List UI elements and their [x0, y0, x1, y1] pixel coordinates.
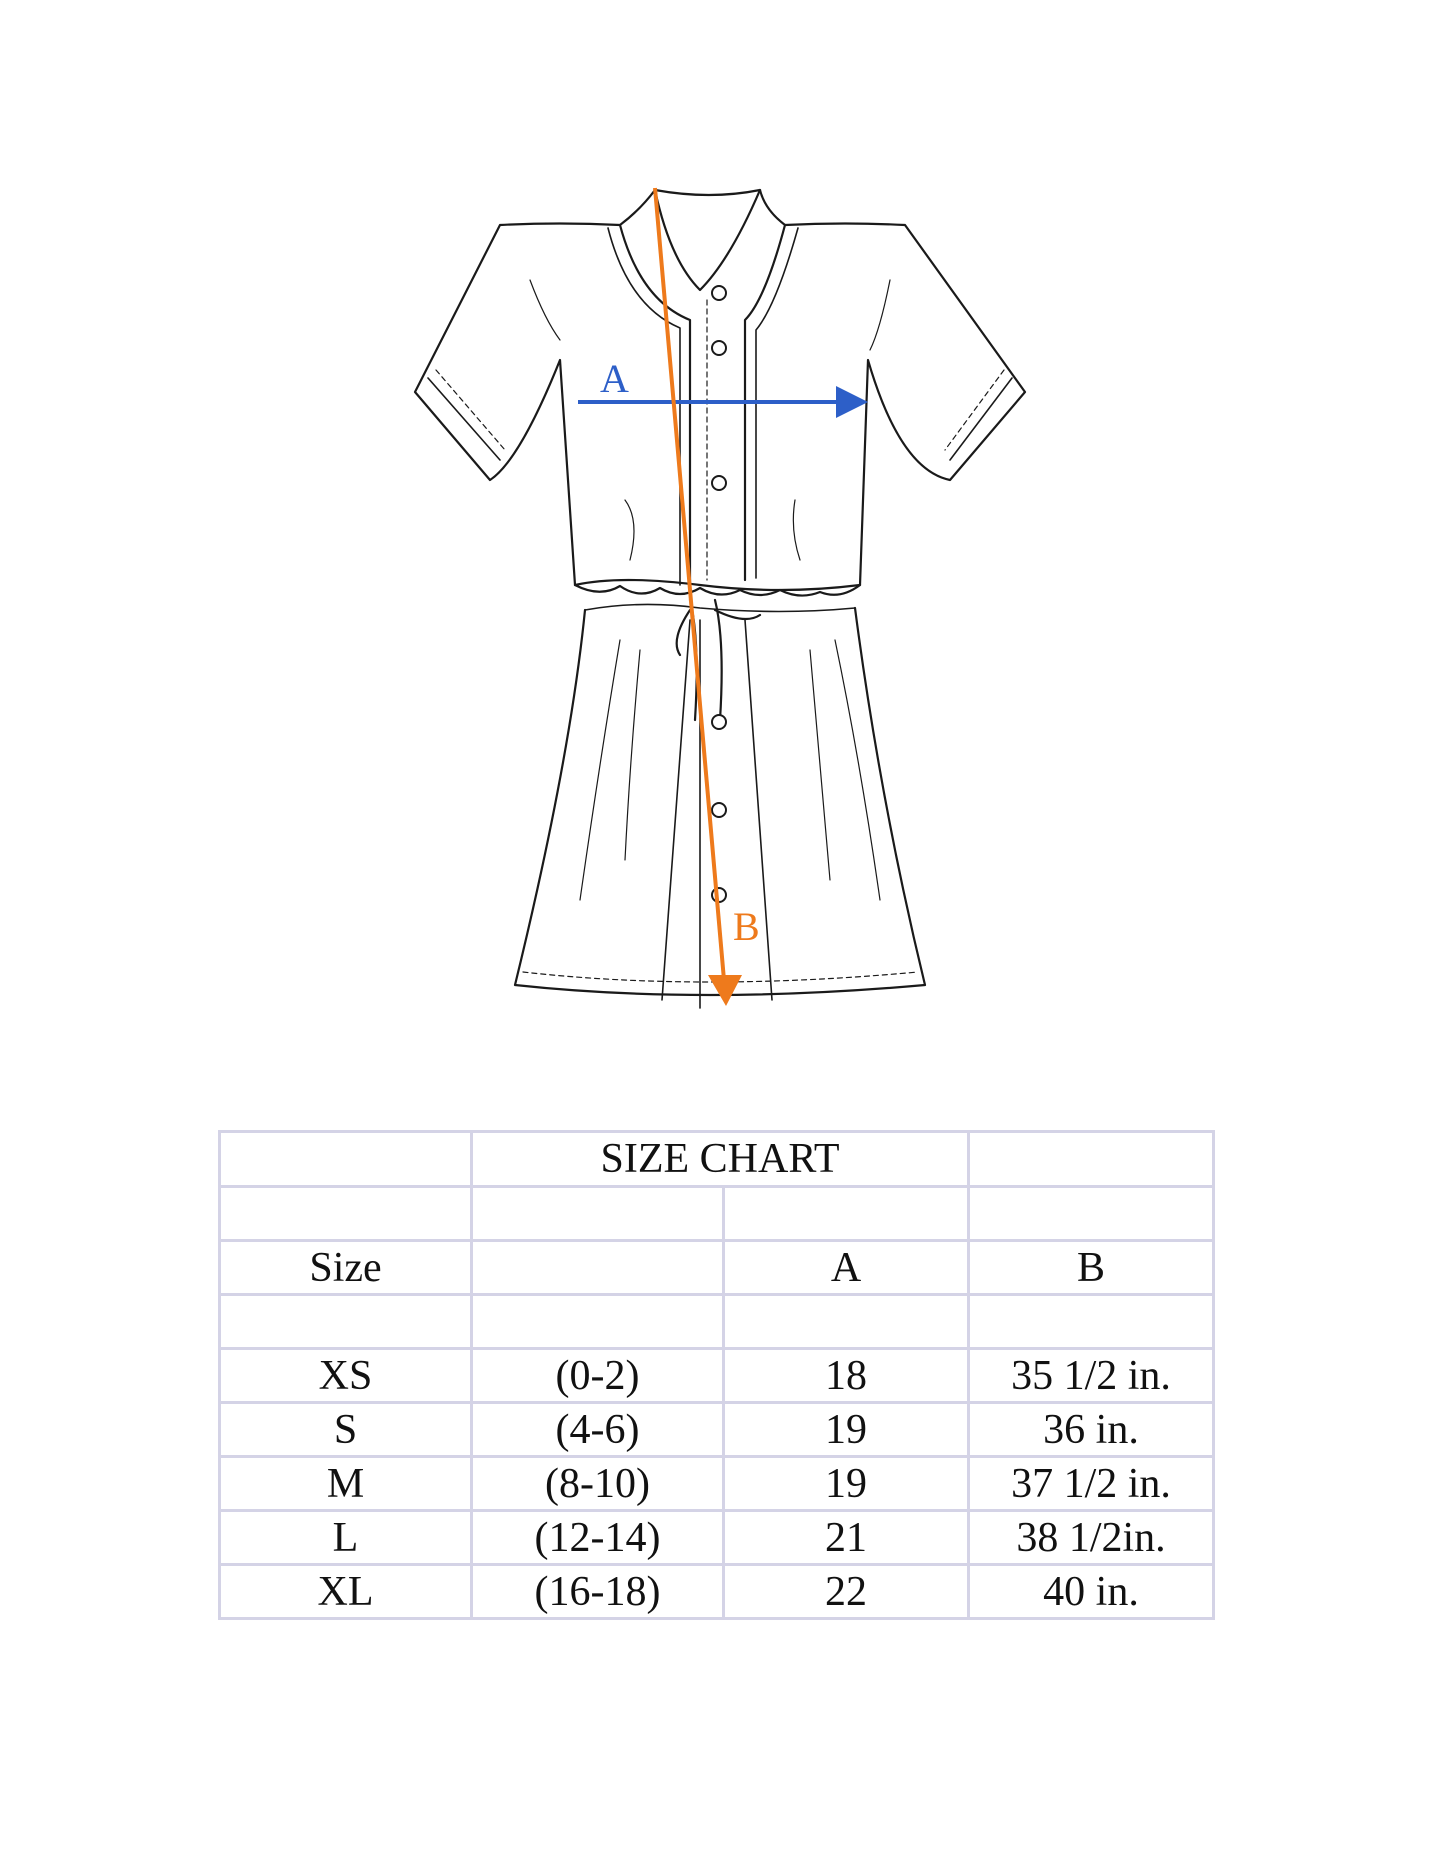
cell-size: M: [220, 1457, 472, 1511]
button-4: [712, 715, 726, 729]
header-size: Size: [220, 1241, 472, 1295]
measurement-b-label: B: [733, 904, 760, 949]
cell-range: (16-18): [472, 1565, 724, 1619]
measurement-b-arrow: [655, 188, 742, 1006]
table-row: [220, 1565, 1214, 1619]
table-spacer-row: [220, 1187, 1214, 1241]
table-spacer-row: [220, 1295, 1214, 1349]
measurement-a-label: A: [600, 356, 629, 401]
cell-a: 19: [724, 1457, 969, 1511]
neckline: [655, 190, 760, 290]
button-1: [712, 286, 726, 300]
cell-a: 22: [724, 1565, 969, 1619]
cell-range: (0-2): [472, 1349, 724, 1403]
cell-size: S: [220, 1403, 472, 1457]
cell-range: (4-6): [472, 1403, 724, 1457]
cell-a: 18: [724, 1349, 969, 1403]
button-2: [712, 341, 726, 355]
button-5: [712, 803, 726, 817]
button-3: [712, 476, 726, 490]
cell-b: 40 in.: [969, 1565, 1214, 1619]
header-range: [472, 1241, 724, 1295]
header-a: A: [724, 1241, 969, 1295]
size-chart-table: [218, 1130, 1215, 1620]
cell-b: 38 1/2in.: [969, 1511, 1214, 1565]
cell-range: (12-14): [472, 1511, 724, 1565]
cell-a: 19: [724, 1403, 969, 1457]
table-row: [220, 1349, 1214, 1403]
cell-range: (8-10): [472, 1457, 724, 1511]
cell-size: XL: [220, 1565, 472, 1619]
cell-b: 35 1/2 in.: [969, 1349, 1214, 1403]
table-row: [220, 1403, 1214, 1457]
table-row: [220, 1511, 1214, 1565]
header-b: B: [969, 1241, 1214, 1295]
table-title-row: [220, 1132, 1214, 1187]
cell-size: XS: [220, 1349, 472, 1403]
table-header-row: [220, 1241, 1214, 1295]
cell-b: 37 1/2 in.: [969, 1457, 1214, 1511]
cell-b: 36 in.: [969, 1403, 1214, 1457]
cell-size: L: [220, 1511, 472, 1565]
cell-a: 21: [724, 1511, 969, 1565]
bodice-outline: [415, 190, 1025, 590]
table-title: SIZE CHART: [472, 1132, 969, 1187]
table-row: [220, 1457, 1214, 1511]
